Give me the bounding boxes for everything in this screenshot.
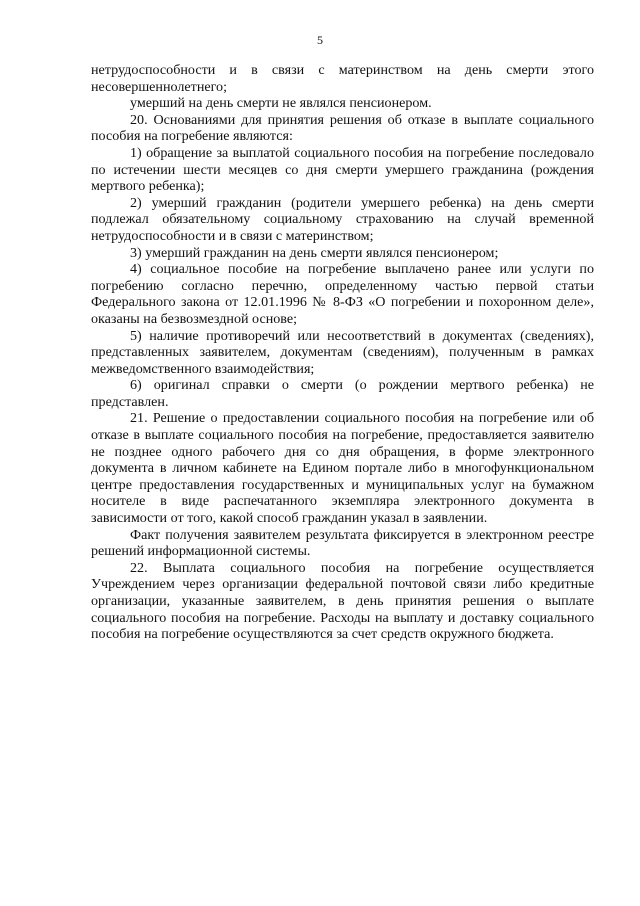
list-item-3: 3) умерший гражданин на день смерти являлся пенсионером; [130,244,499,261]
paragraph-continuation: нетрудоспособности и в связи с материнством на день смерти этого несовершеннолетнего; [91,62,594,95]
paragraph-pensioner-note: умерший на день смерти не являлся пенсионером. [130,95,432,112]
list-item-6: 6) оригинал справки о смерти (о рождении мертвого ребенка) не представлен. [91,377,594,410]
list-item-5: 5) наличие противоречий или несоответствий в документах (сведениях), представленных заявителем, документам (сведениям), полученным в рамках межведомственного взаимодействия; [91,327,594,377]
paragraph-22: 22. Выплата социального пособия на погребение осуществляется Учреждением через организации федеральной почтовой связи либо кредитные организации, указанные заявителем, в день принятия решения о выплате социального пособия на погребение. Расходы на выплату и доставку социального пособия на погребение осуществляются за счет средств окружного бюджета. [91,559,594,643]
paragraph-20-heading: 20. Основаниями для принятия решения об отказе в выплате социального пособия на погребение являются: [91,111,594,145]
document-body [91,62,594,643]
list-item-1: 1) обращение за выплатой социального пособия на погребение последовало по истечении шести месяцев со дня смерти умершего гражданина (рождения мертвого ребенка); [91,144,594,195]
list-item-4: 4) социальное пособие на погребение выплачено ранее или услуги по погребению согласно перечню, определенному частью первой статьи Федерального закона от 12.01.1996 № 8-ФЗ «О погребении и похоронном деле», оказаны на безвозмездной основе; [91,261,594,327]
paragraph-21-fact: Факт получения заявителем результата фиксируется в электронном реестре решений информационной системы. [91,526,594,560]
list-item-2: 2) умерший гражданин (родители умершего ребенка) на день смерти подлежал обязательному социальному страхованию на случай временной нетрудоспособности и в связи с материнством; [91,194,594,244]
page-number: 5 [317,33,323,47]
paragraph-21: 21. Решение о предоставлении социального пособия на погребение или об отказе в выплате социального пособия на погребение, предоставляется заявителю не позднее одного рабочего дня со дня обращения, в форме электронного документа в личном кабинете на Едином портале либо в многофункциональном центре предоставления государственных и муниципальных услуг на бумажном носителе в виде распечатанного экземпляра электронного документа в зависимости от того, какой способ гражданин указал в заявлении. [91,410,594,527]
